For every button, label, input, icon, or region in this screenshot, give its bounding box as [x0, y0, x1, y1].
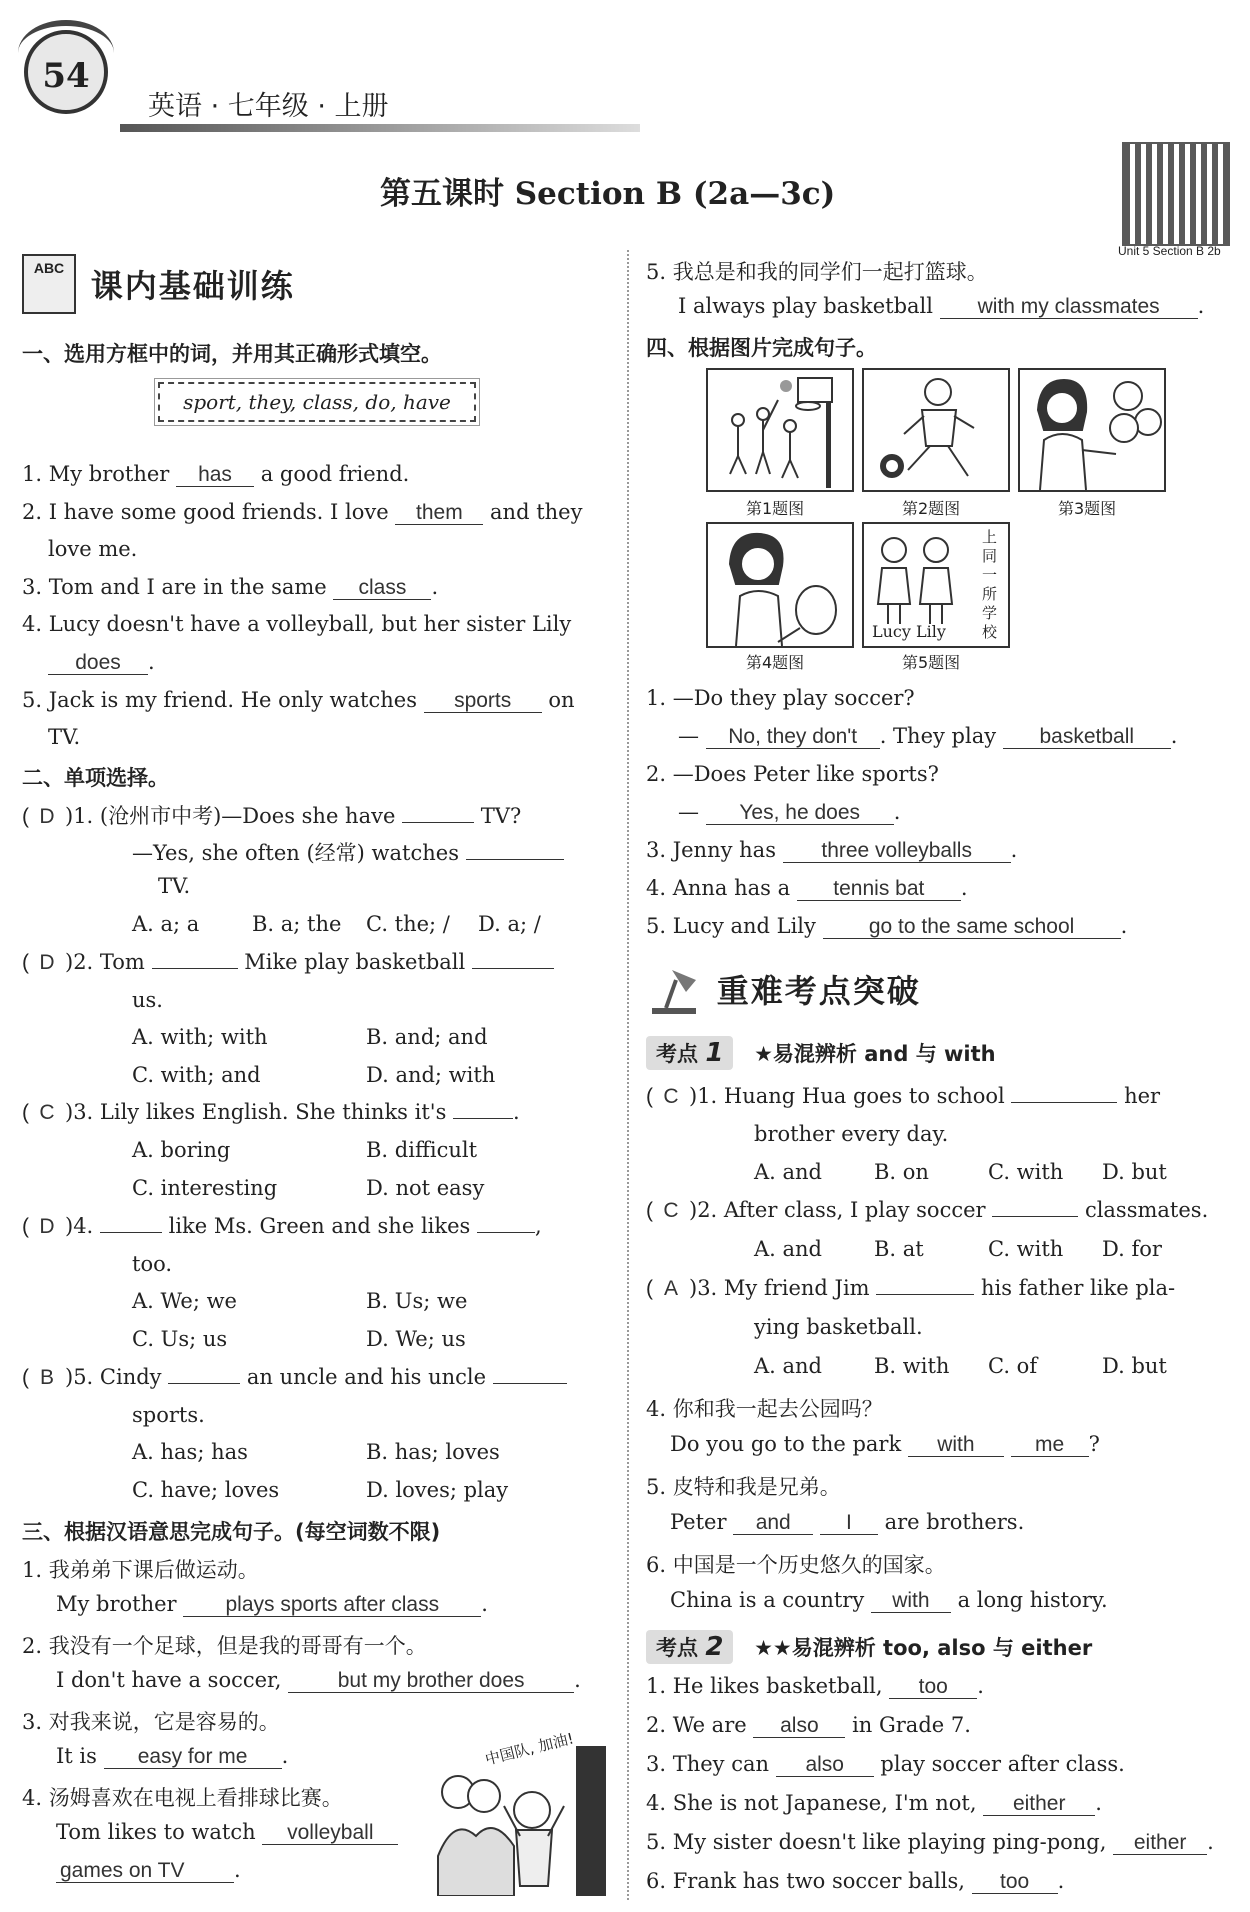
kd1-q3: ( A )3. My friend Jim his father like pla-: [646, 1276, 1176, 1300]
answer: with: [871, 1590, 951, 1613]
s2-q1-line2: —Yes, she often (经常) watches: [132, 837, 564, 867]
kd1-q2-opt-a: A. and: [754, 1237, 823, 1261]
figure-1: [706, 368, 854, 492]
kd1-label-box: 考点 1: [646, 1036, 733, 1070]
kd1-q3-opt-b: B. with: [874, 1354, 950, 1378]
answer: has: [176, 464, 254, 487]
answer: with my classmates: [940, 296, 1198, 319]
s2-q3-opt-c: C. interesting: [132, 1176, 278, 1200]
kd1-q4: Do you go to the park with me ?: [670, 1432, 1100, 1456]
choice-answer: C: [39, 1101, 55, 1124]
s4-q1: 1. —Do they play soccer?: [646, 686, 915, 710]
kd1-q4-cn: 4. 你和我一起去公园吗？: [646, 1397, 883, 1421]
choice-answer: B: [39, 1366, 54, 1389]
s2-q4-line2: too.: [132, 1252, 173, 1276]
kd1-q3-opt-c: C. of: [988, 1354, 1038, 1378]
answer: sports: [424, 690, 542, 713]
s3-q1-cn: 1. 我弟弟下课后做运动。: [22, 1558, 259, 1582]
s3-q4-cn: 4. 汤姆喜欢在电视上看排球比赛。: [22, 1786, 343, 1810]
left-banner: [22, 254, 295, 314]
kd1-q2-opt-d: D. for: [1102, 1237, 1162, 1261]
s2-q2-opt-a: A. with; with: [132, 1025, 268, 1049]
answer: does: [48, 652, 148, 675]
s2-q1-opt-b: B. a; the: [252, 912, 342, 936]
s1-q4: 4. Lucy doesn't have a volleyball, but her sister Lily: [22, 612, 572, 636]
kd1-q2-opt-b: B. at: [874, 1237, 924, 1261]
s3-q3: It is easy for me .: [56, 1744, 289, 1768]
choice-answer: C: [663, 1199, 679, 1222]
figure-1-caption: 第1题图: [746, 499, 805, 518]
s2-q5-opt-c: C. have; loves: [132, 1478, 280, 1502]
answer: either: [983, 1793, 1095, 1816]
s2-q2-opt-b: B. and; and: [366, 1025, 488, 1049]
s2-q3-opt-a: A. boring: [132, 1138, 231, 1162]
s2-q4-opt-a: A. We; we: [132, 1289, 237, 1313]
s1-heading: 一、选用方框中的词，并用其正确形式填空。: [22, 342, 442, 366]
s2-q5-opt-a: A. has; has: [132, 1440, 248, 1464]
s4-q2-line2: — Yes, he does .: [678, 800, 901, 824]
kd1-q1-line2: brother every day.: [754, 1122, 949, 1146]
qr-caption: Unit 5 Section B 2b: [1118, 244, 1221, 258]
s4-q1-line2: — No, they don't . They play basketball .: [678, 724, 1178, 748]
r-s3-q5: I always play basketball with my classmates .: [678, 294, 1205, 318]
abc-book-icon: ABC: [22, 254, 76, 314]
answer: basketball: [1003, 726, 1171, 749]
column-divider: [627, 250, 629, 1900]
answer: but my brother does: [288, 1670, 574, 1693]
answer: plays sports after class: [183, 1594, 481, 1617]
answer: I: [820, 1512, 878, 1535]
figure-5: [862, 522, 1010, 648]
choice-answer: C: [663, 1085, 679, 1108]
page-header: [0, 0, 1250, 140]
s2-q2: ( D )2. Tom Mike play basketball: [22, 950, 554, 975]
kd2-label-box: 考点 2: [646, 1630, 733, 1664]
s1-q1: 1. My brother has a good friend.: [22, 462, 410, 486]
s2-q2-opt-c: C. with; and: [132, 1063, 261, 1087]
s2-q4: ( D )4. like Ms. Green and she likes ,: [22, 1214, 542, 1238]
answer: me: [1011, 1434, 1089, 1457]
figure-2: [862, 368, 1010, 492]
answer: No, they don't: [706, 726, 880, 749]
s2-q1: ( D )1. (沧州市中考)—Does she have TV?: [22, 804, 522, 828]
answer: class: [333, 577, 431, 600]
figure-5-side-text: 上同一所学校: [982, 528, 998, 641]
s2-q3-opt-b: B. difficult: [366, 1138, 478, 1162]
choice-answer: D: [39, 1215, 55, 1238]
cartoon-speech: 中国队, 加油!: [483, 1729, 576, 1769]
s1-q4-cont: does .: [48, 650, 155, 675]
kd1-q1-opt-d: D. but: [1102, 1160, 1167, 1184]
s1-q5: 5. Jack is my friend. He only watches sports on: [22, 688, 575, 712]
qr-code[interactable]: [1122, 142, 1230, 246]
answer: and: [733, 1512, 813, 1535]
choice-answer: D: [39, 805, 55, 828]
kd1-q3-opt-d: D. but: [1102, 1354, 1167, 1378]
s2-q1-line3: TV.: [158, 874, 191, 898]
desk-lamp-icon: [646, 960, 702, 1018]
s1-q2-cont: love me.: [48, 537, 138, 561]
kd2-q6: 6. Frank has two soccer balls, too .: [646, 1869, 1065, 1893]
right-banner: [646, 960, 921, 1018]
answer: too: [889, 1676, 977, 1699]
answer: easy for me: [104, 1746, 282, 1769]
kd1-header: [646, 1036, 996, 1070]
answer: also: [776, 1754, 874, 1777]
kd2-q3: 3. They can also play soccer after class.: [646, 1752, 1125, 1776]
answer: them: [395, 502, 483, 525]
s3-q2: I don't have a soccer, but my brother does .: [56, 1668, 581, 1692]
s4-heading: 四、根据图片完成句子。: [646, 336, 877, 360]
answer: either: [1113, 1832, 1207, 1855]
kd2-header: [646, 1630, 1092, 1664]
lesson-title: 第五课时 Section B (2a—3c): [380, 176, 836, 212]
s2-q1-opt-c: C. the; /: [366, 912, 450, 936]
s4-q3: 3. Jenny has three volleyballs .: [646, 838, 1018, 862]
kd1-q1-opt-c: C. with: [988, 1160, 1064, 1184]
s3-q4: Tom likes to watch volleyball: [56, 1820, 398, 1845]
right-banner-title: 重难考点突破: [716, 972, 921, 1010]
s2-q2-opt-d: D. and; with: [366, 1063, 496, 1087]
figure-4-caption: 第4题图: [746, 653, 805, 672]
figure-4: [706, 522, 854, 648]
kd1-q1-opt-a: A. and: [754, 1160, 823, 1184]
kd1-q6: China is a country with a long history.: [670, 1588, 1108, 1612]
s2-q3: ( C )3. Lily likes English. She thinks it's .: [22, 1100, 520, 1124]
kd2-q4: 4. She is not Japanese, I'm not, either .: [646, 1791, 1102, 1815]
s2-q3-opt-d: D. not easy: [366, 1176, 485, 1200]
figure-5-names: Lucy Lily: [872, 622, 946, 641]
s3-q2-cn: 2. 我没有一个足球，但是我的哥哥有一个。: [22, 1634, 427, 1658]
kd1-q3-opt-a: A. and: [754, 1354, 823, 1378]
kd2-title: ★★易混辨析 too, also 与 either: [754, 1636, 1093, 1660]
kd2-q1: 1. He likes basketball, too .: [646, 1674, 984, 1698]
kd2-q2: 2. We are also in Grade 7.: [646, 1713, 971, 1737]
answer: go to the same school: [823, 916, 1121, 939]
kd1-q3-line2: ying basketball.: [754, 1315, 923, 1339]
answer: also: [753, 1715, 845, 1738]
answer: volleyball: [262, 1822, 398, 1845]
kd1-q2-opt-c: C. with: [988, 1237, 1064, 1261]
header-rule: [120, 124, 640, 132]
figure-3-caption: 第3题图: [1058, 499, 1117, 518]
kd1-q1: ( C )1. Huang Hua goes to school her: [646, 1084, 1161, 1108]
s4-q2: 2. —Does Peter like sports?: [646, 762, 939, 786]
answer: too: [972, 1871, 1058, 1894]
s2-q5-line2: sports.: [132, 1403, 205, 1427]
cheering-cartoon: [424, 1729, 608, 1896]
page-number: 54: [42, 56, 90, 96]
figure-5-caption: 第5题图: [902, 653, 961, 672]
answer: three volleyballs: [783, 840, 1011, 863]
book-title: 英语 · 七年级 · 上册: [148, 91, 389, 122]
answer: with: [908, 1434, 1004, 1457]
s2-q4-opt-d: D. We; us: [366, 1327, 466, 1351]
kd1-q5-cn: 5. 皮特和我是兄弟。: [646, 1475, 841, 1499]
s2-q5-opt-d: D. loves; play: [366, 1478, 509, 1502]
figure-3: [1018, 368, 1166, 492]
s1-q2: 2. I have some good friends. I love them and they: [22, 500, 583, 524]
s3-q1: My brother plays sports after class .: [56, 1592, 488, 1616]
word-box: sport, they, class, do, have: [158, 382, 476, 422]
kd1-q1-opt-b: B. on: [874, 1160, 929, 1184]
s2-q1-opt-d: D. a; /: [478, 912, 541, 936]
s3-heading: 三、根据汉语意思完成句子。(每空词数不限): [22, 1520, 441, 1544]
s2-q5-opt-b: B. has; loves: [366, 1440, 500, 1464]
s3-q4-line2: games on TV .: [56, 1858, 241, 1883]
figure-2-caption: 第2题图: [902, 499, 961, 518]
answer: tennis bat: [797, 878, 961, 901]
s2-q1-opt-a: A. a; a: [132, 912, 200, 936]
volleyball-girl-illustration: [1020, 370, 1164, 490]
answer: games on TV: [56, 1860, 234, 1883]
s2-q2-line2: us.: [132, 988, 163, 1012]
kd1-q2: ( C )2. After class, I play soccer classmates.: [646, 1198, 1209, 1222]
s1-q5-cont: TV.: [48, 725, 81, 749]
s1-q3: 3. Tom and I are in the same class .: [22, 575, 439, 599]
s4-q4: 4. Anna has a tennis bat .: [646, 876, 968, 900]
answer: Yes, he does: [706, 802, 894, 825]
tennis-girl-illustration: [708, 524, 852, 646]
s4-q5: 5. Lucy and Lily go to the same school .: [646, 914, 1128, 938]
r-s3-q5-cn: 5. 我总是和我的同学们一起打篮球。: [646, 260, 988, 284]
s2-q5: ( B )5. Cindy an uncle and his uncle: [22, 1365, 567, 1390]
left-banner-title: 课内基础训练: [90, 267, 295, 305]
kd1-q5: Peter and I are brothers.: [670, 1510, 1025, 1534]
s2-q4-opt-c: C. Us; us: [132, 1327, 228, 1351]
kd1-title: ★易混辨析 and 与 with: [754, 1042, 996, 1066]
choice-answer: A: [663, 1277, 678, 1300]
s2-q4-opt-b: B. Us; we: [366, 1289, 468, 1313]
kd2-q5: 5. My sister doesn't like playing ping-pong, either .: [646, 1830, 1214, 1854]
s3-q3-cn: 3. 对我来说，它是容易的。: [22, 1710, 280, 1734]
choice-answer: D: [39, 951, 55, 974]
kd1-q6-cn: 6. 中国是一个历史悠久的国家。: [646, 1553, 946, 1577]
s2-heading: 二、单项选择。: [22, 766, 169, 790]
basketball-kids-illustration: [708, 370, 852, 490]
soccer-boy-illustration: [864, 370, 1008, 490]
